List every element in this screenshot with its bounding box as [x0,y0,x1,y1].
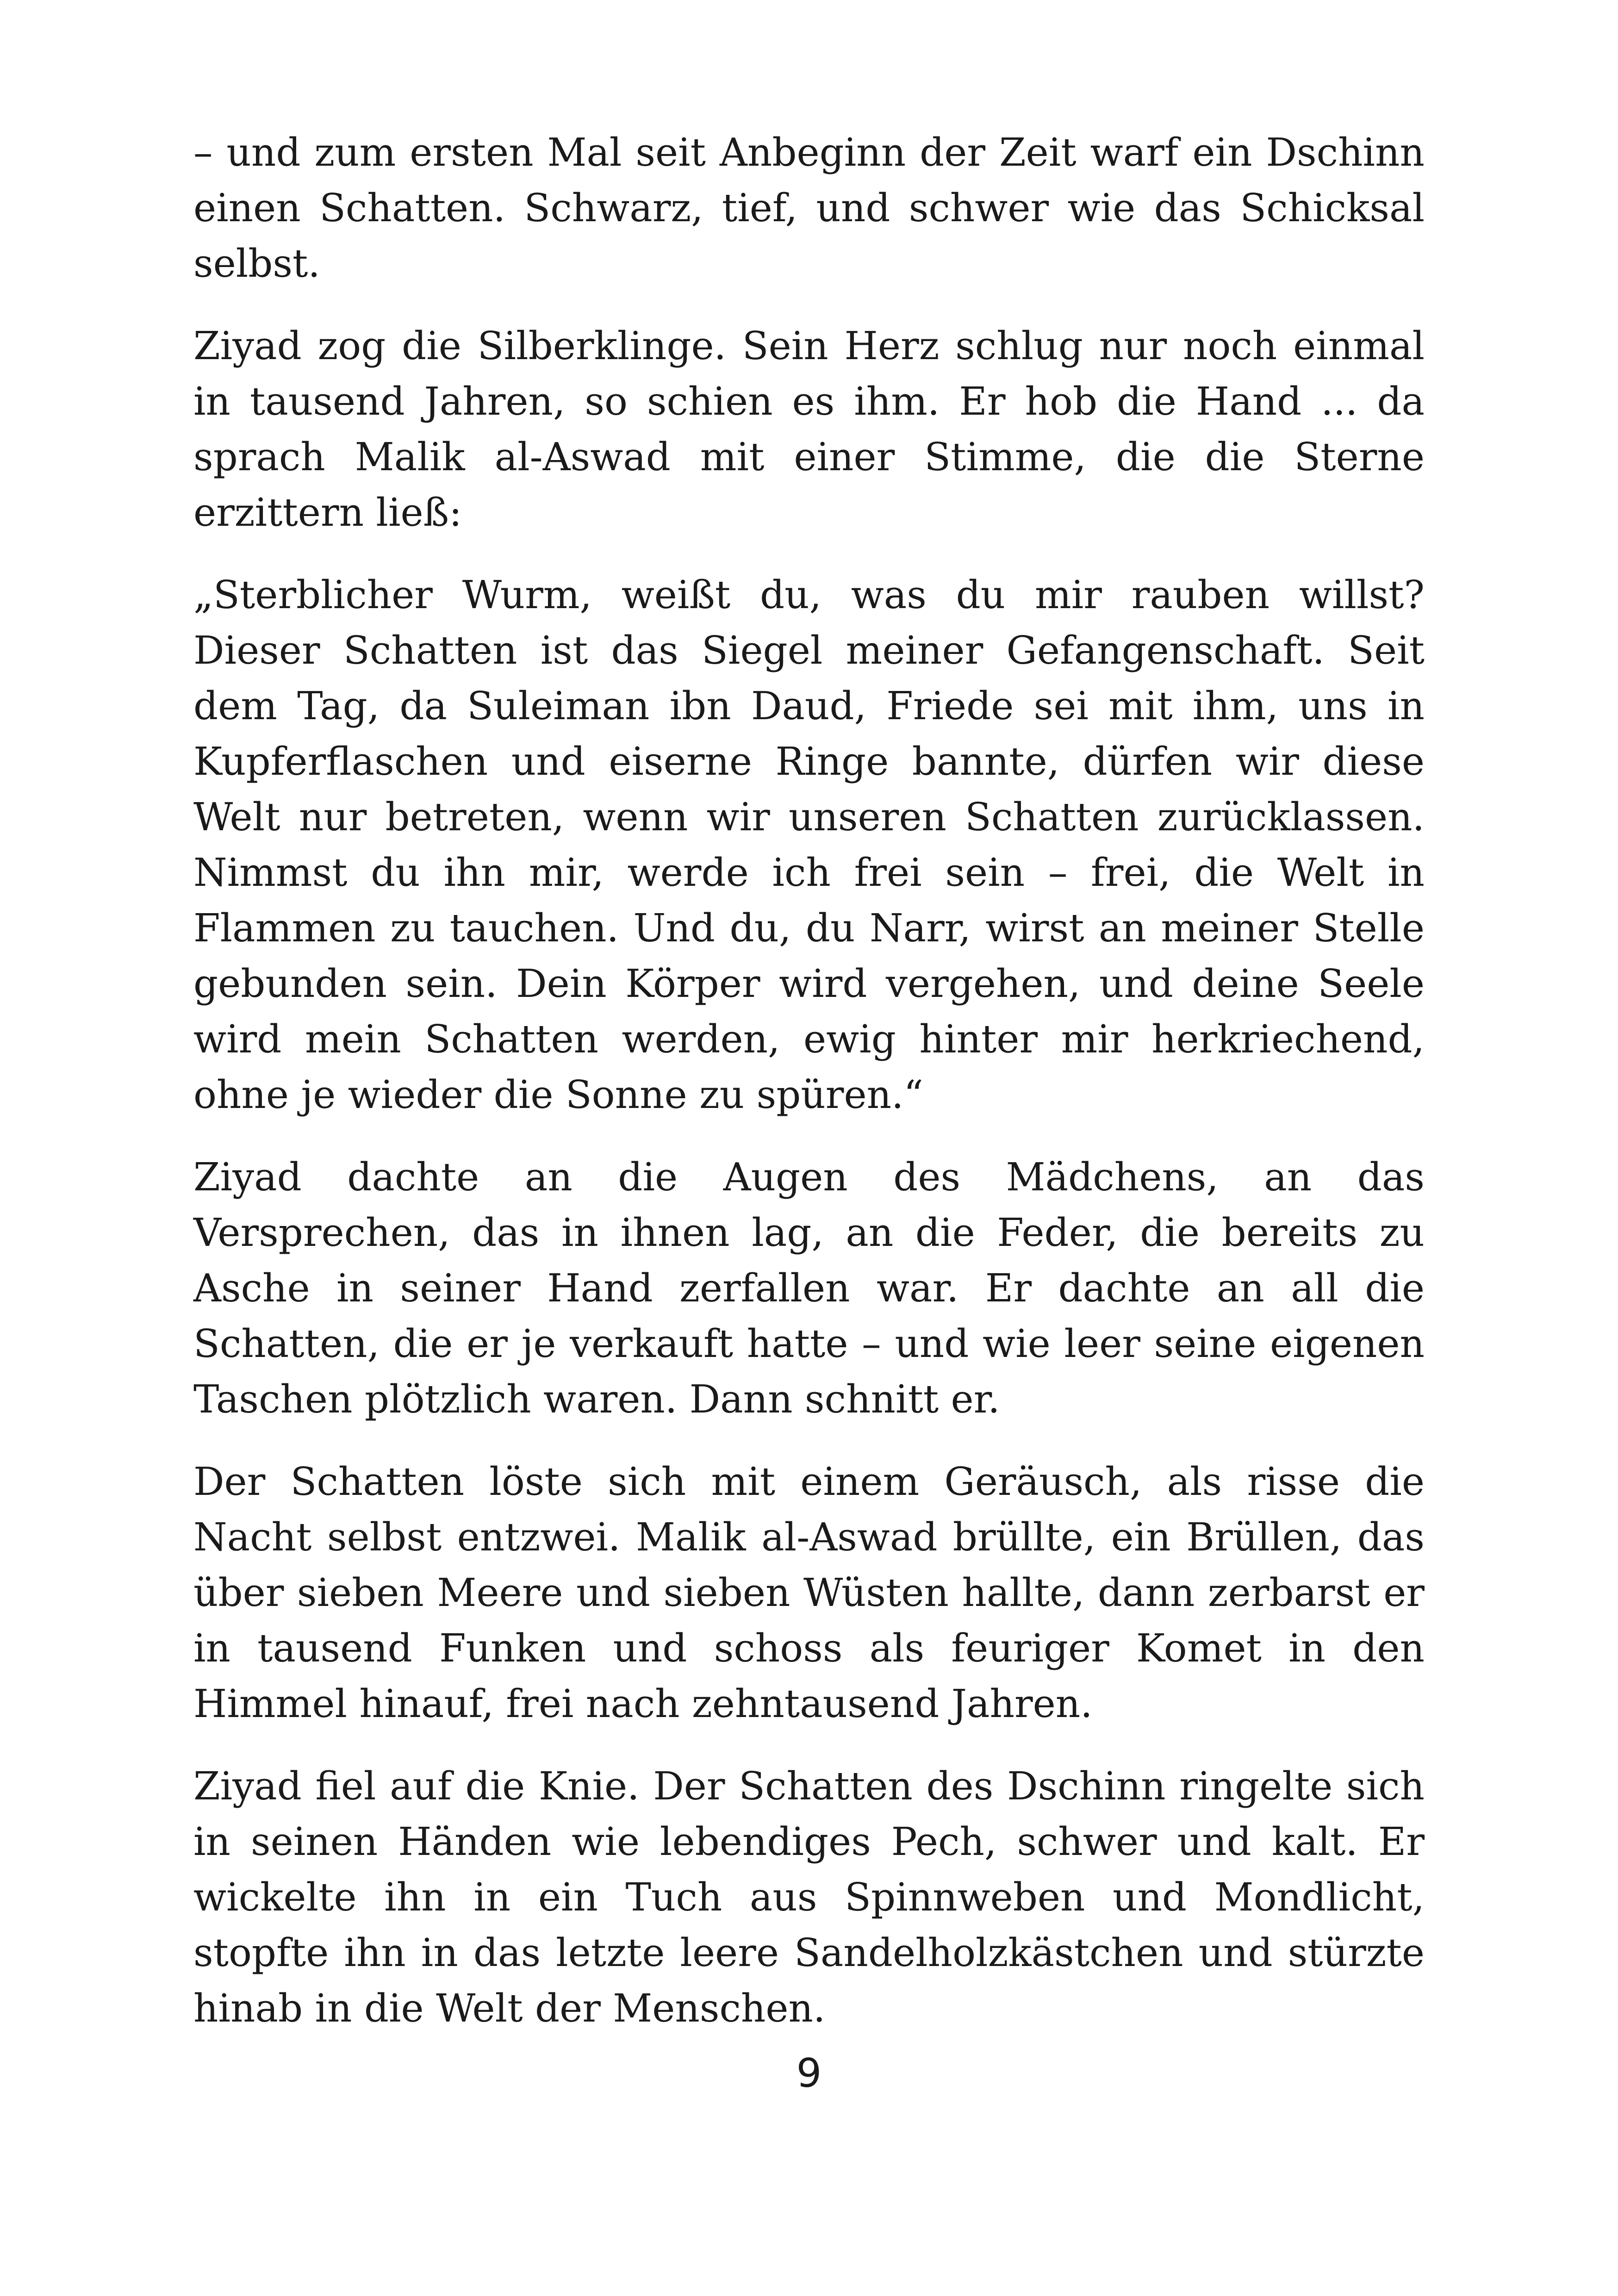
paragraph-1: – und zum ersten Mal seit Anbeginn der Zeit warf ein Dschinn einen Schatten. Schwarz, tief, und schwer wie das Schicksal selbst. [193,130,1425,286]
paragraph-3: „Sterblicher Wurm, weißt du, was du mir rauben willst? Dieser Schatten ist das Siegel meiner Gefangenschaft. Seit dem Tag, da Suleiman ibn Daud, Friede sei mit ihm, uns in Kupferflaschen und eiserne Ringe bannte, dürfen wir diese Welt nur betreten, wenn wir unseren Schatten zurücklassen. Nimmst du ihn mir, werde ich frei sein – frei, die Welt in Flammen zu tauchen. Und du, du Narr, wirst an meiner Stelle gebunden sein. Dein Körper wird vergehen, und deine Seele wird mein Schatten werden, ewig hinter mir herkriechend, ohne je wieder die Sonne zu spüren.“ [193,572,1425,1117]
paragraph-6: Ziyad fiel auf die Knie. Der Schatten des Dschinn ringelte sich in seinen Händen wie lebendiges Pech, schwer und kalt. Er wickelte ihn in ein Tuch aus Spinnweben und Mondlicht, stopfte ihn in das letzte leere Sandelholzkästchen und stürzte hinab in die Welt der Menschen. [193,1764,1425,2031]
paragraph-2: Ziyad zog die Silberklinge. Sein Herz schlug nur noch einmal in tausend Jahren, so schien es ihm. Er hob die Hand ... da sprach Malik al-Aswad mit einer Stimme, die die Sterne erzittern ließ: [193,324,1425,535]
page-number: 9 [796,2050,822,2097]
body-text [193,125,1425,2063]
paragraph-4: Ziyad dachte an die Augen des Mädchens, an das Versprechen, das in ihnen lag, an die Feder, die bereits zu Asche in seiner Hand zerfallen war. Er dachte an all die Schatten, die er je verkauft hatte – und wie leer seine eigenen Taschen plötzlich waren. Dann schnitt er. [193,1155,1425,1422]
paragraph-5: Der Schatten löste sich mit einem Geräusch, als risse die Nacht selbst entzwei. Malik al-Aswad brüllte, ein Brüllen, das über sieben Meere und sieben Wüsten hallte, dann zerbarst er in tausend Funken und schoss als feuriger Komet in den Himmel hinauf, frei nach zehntausend Jahren. [193,1459,1425,1726]
